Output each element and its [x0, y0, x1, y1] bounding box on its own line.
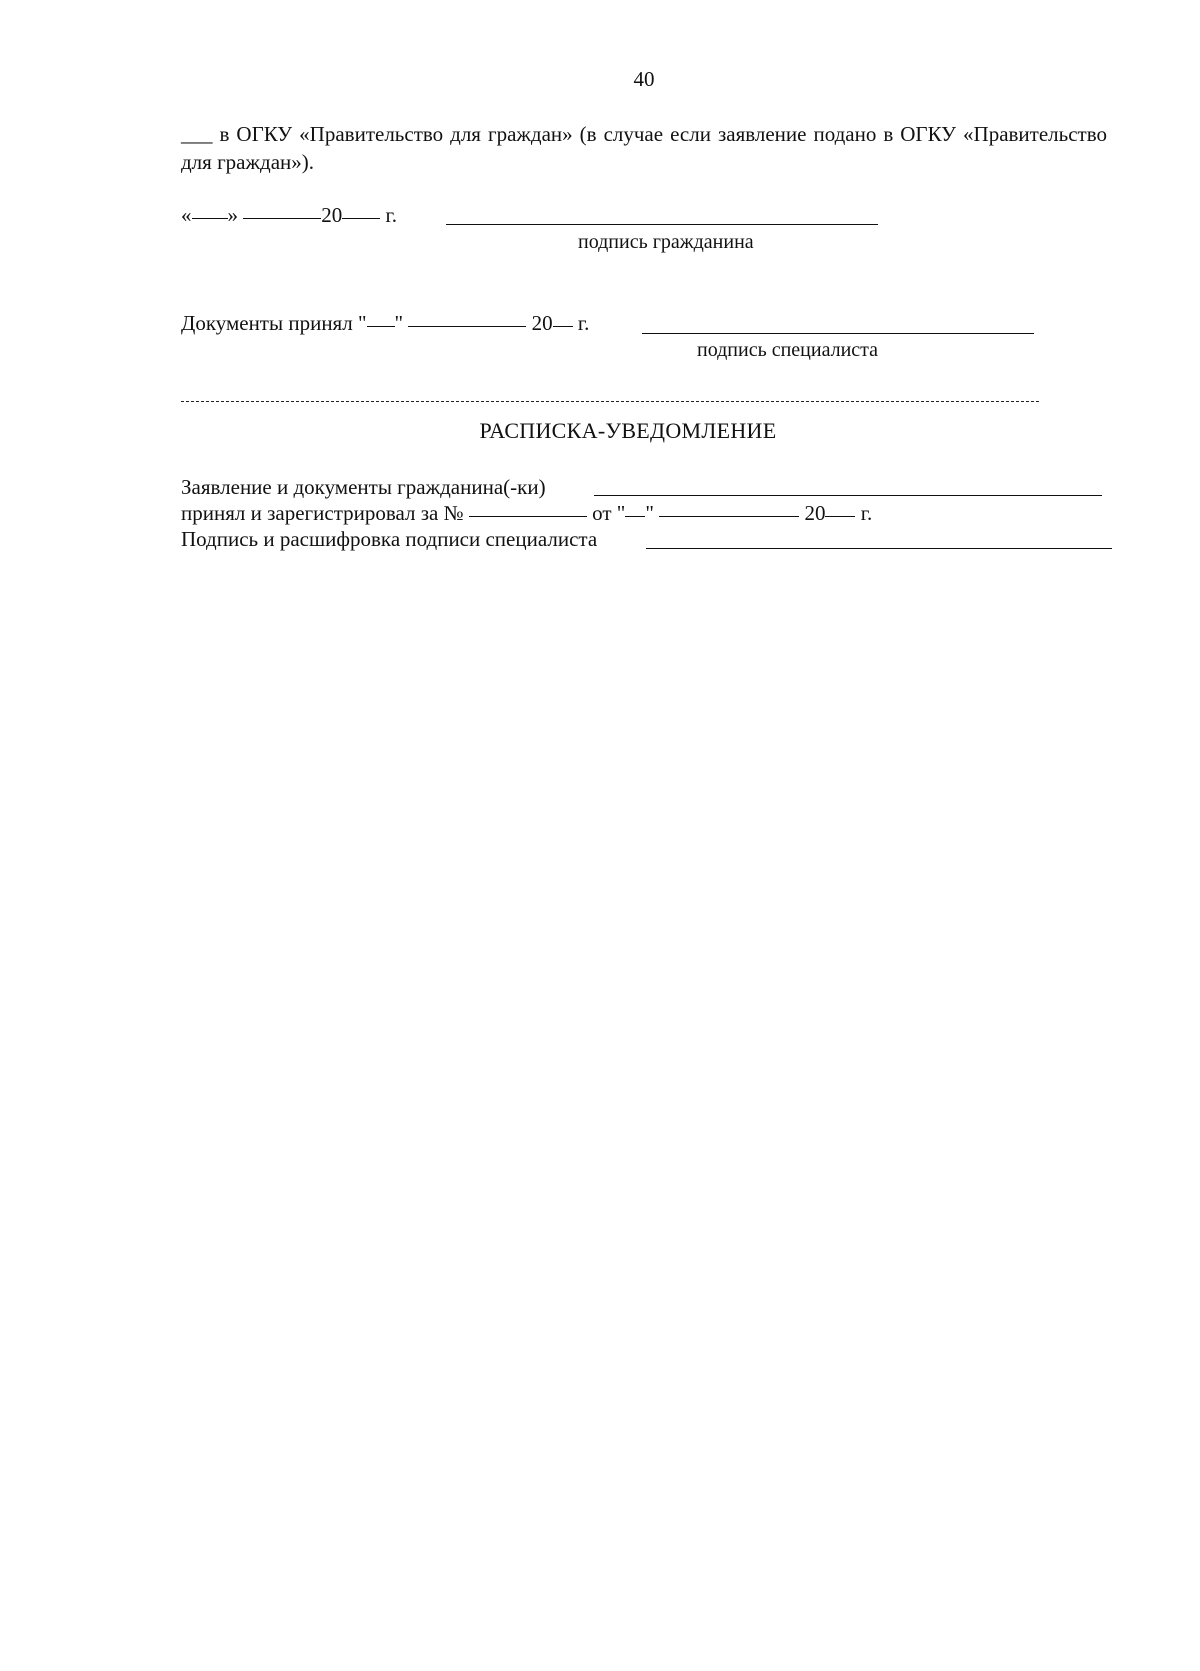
receipt-line-3-label: Подпись и расшифровка подписи специалиста — [181, 527, 598, 551]
receipt-line-2-year-prefix: 20 — [804, 501, 826, 525]
receipt-line-2-quote-close: " — [645, 501, 654, 525]
intro-blank: ___ — [181, 122, 213, 146]
citizen-date-line — [181, 203, 397, 227]
day-blank[interactable] — [192, 217, 228, 219]
receipt-line-2 — [181, 501, 872, 525]
month-blank[interactable] — [243, 217, 321, 219]
specialist-signature-caption: подпись специалиста — [697, 339, 879, 361]
year-suffix: г. — [385, 203, 397, 227]
receipt-line-2-from: от " — [592, 501, 626, 525]
accepted-year-prefix: 20 — [531, 311, 553, 335]
citizen-name-blank[interactable] — [594, 494, 1102, 496]
citizen-signature-blank[interactable] — [446, 223, 878, 225]
year-blank[interactable] — [342, 217, 380, 219]
specialist-name-blank[interactable] — [646, 547, 1112, 549]
accepted-year-blank[interactable] — [553, 325, 573, 327]
receipt-line-1-label: Заявление и документы гражданина(-ки) — [181, 475, 546, 499]
accepted-month-blank[interactable] — [408, 325, 526, 327]
cut-line-divider — [181, 401, 1039, 402]
year-prefix: 20 — [321, 203, 343, 227]
intro-text: в ОГКУ «Правительство для граждан» (в случае если заявление подано в ОГКУ «Правительство для граждан»). — [181, 122, 1107, 174]
accepted-year-suffix: г. — [577, 311, 590, 335]
accepted-day-blank[interactable] — [367, 325, 395, 327]
citizen-signature-caption: подпись гражданина — [578, 231, 754, 253]
receipt-line-2-label: принял и зарегистрировал за № — [181, 501, 464, 525]
receipt-line-1 — [181, 475, 546, 499]
receipt-line-3 — [181, 527, 597, 551]
registration-number-blank[interactable] — [469, 515, 587, 517]
accepted-line — [181, 311, 589, 335]
receipt-month-blank[interactable] — [659, 515, 799, 517]
accepted-quote-close: " — [394, 311, 404, 335]
accepted-label: Документы принял " — [181, 311, 367, 335]
open-quote: « — [181, 203, 192, 227]
intro-paragraph — [181, 120, 1107, 176]
receipt-title: РАСПИСКА-УВЕДОМЛЕНИЕ — [479, 418, 777, 443]
receipt-day-blank[interactable] — [625, 515, 645, 517]
close-quote: » — [227, 203, 238, 227]
receipt-year-blank[interactable] — [825, 515, 855, 517]
specialist-signature-blank[interactable] — [642, 332, 1034, 334]
receipt-line-2-year-suffix: г. — [860, 501, 873, 525]
page-number: 40 — [633, 67, 655, 91]
